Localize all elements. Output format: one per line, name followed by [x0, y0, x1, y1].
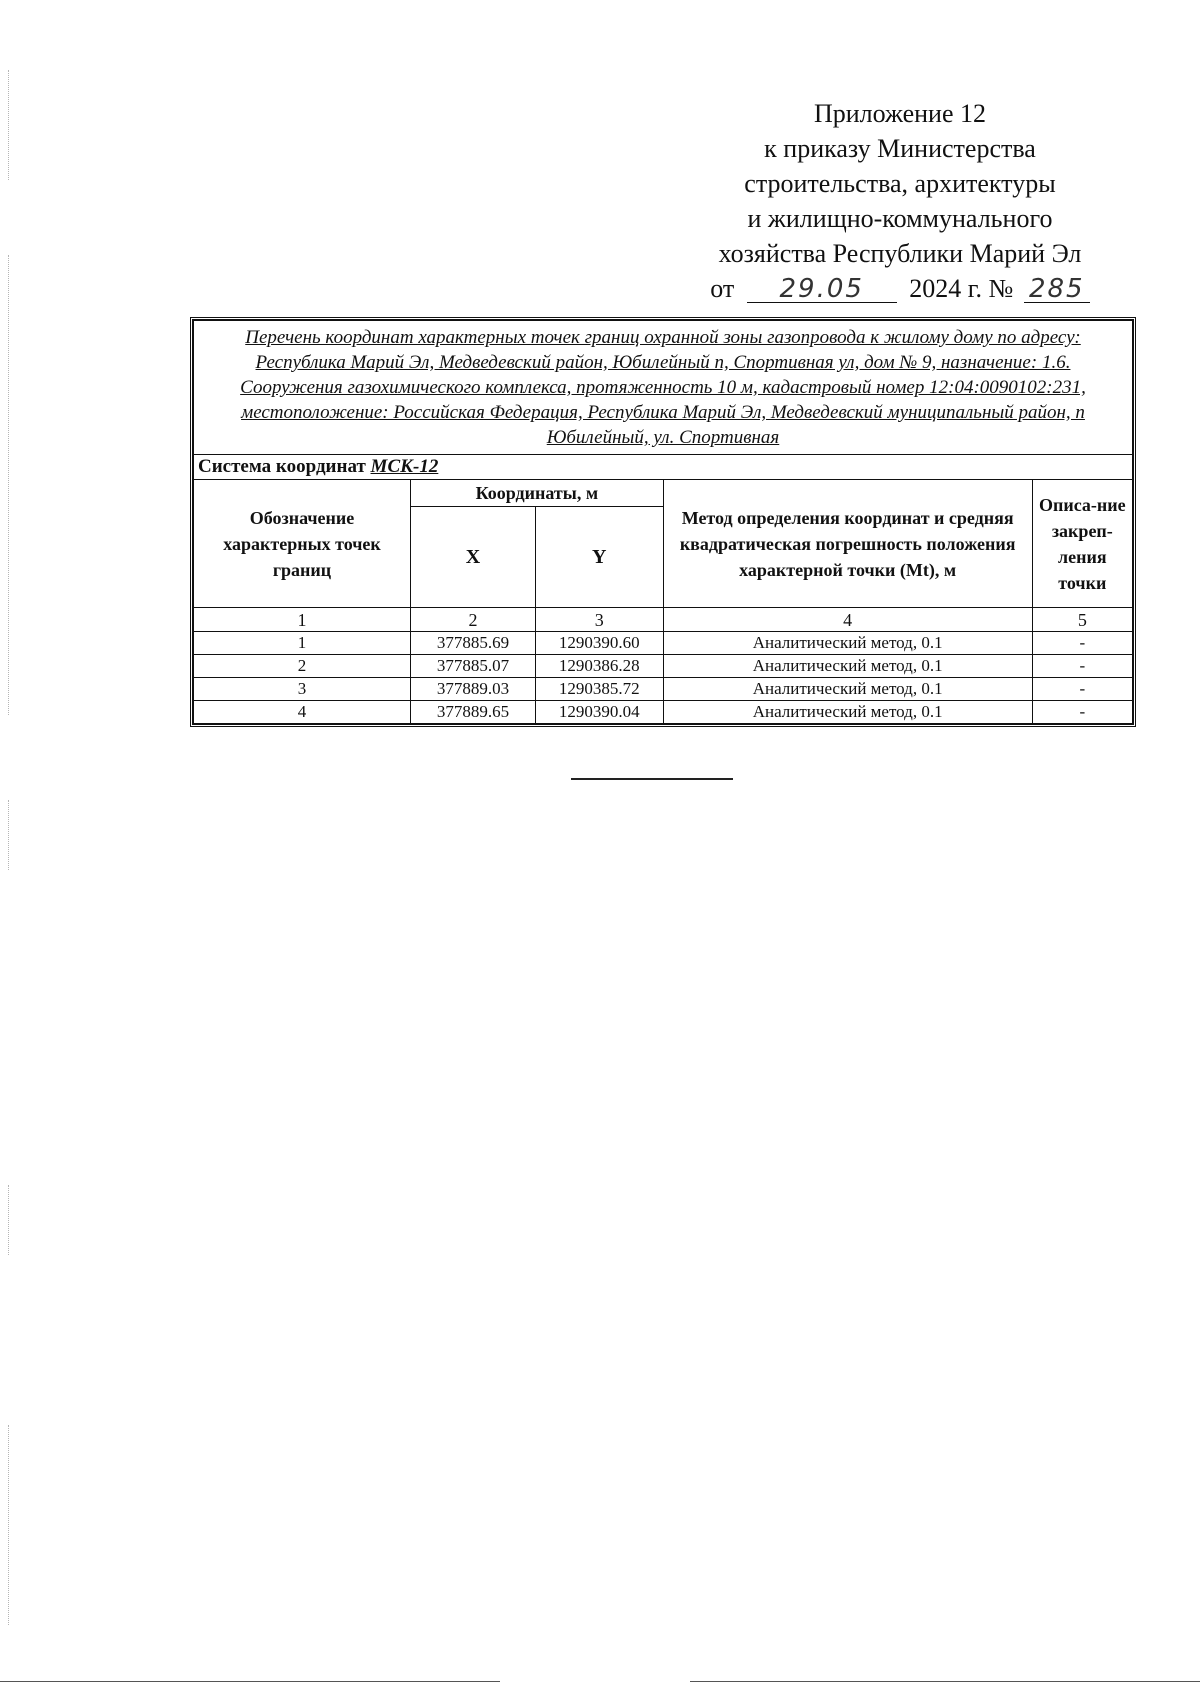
- y-value: 1290390.04: [535, 701, 663, 725]
- scan-edge-mark: [8, 1425, 10, 1625]
- header-line: хозяйства Республики Марий Эл: [718, 239, 1082, 268]
- point-id: 1: [193, 632, 411, 655]
- column-number: 5: [1032, 608, 1133, 632]
- column-number: 1: [193, 608, 411, 632]
- x-value: 377885.07: [411, 655, 536, 678]
- header-coordinates: Координаты, м: [411, 480, 664, 507]
- header-method: Метод определения координат и средняя квадратическая погрешность положения характерной точки (Mt), м: [663, 480, 1032, 608]
- coordinate-system-label: Система координат: [198, 456, 366, 477]
- end-of-document-line: [571, 778, 733, 780]
- header-description: Описа-ние закреп-ления точки: [1032, 480, 1133, 608]
- header-line: строительства, архитектуры: [744, 169, 1056, 198]
- table-row: [193, 678, 1133, 701]
- table-caption: Перечень координат характерных точек границ охранной зоны газопровода к жилому дому по адресу: Республика Марий Эл, Медведевский район, Юбилейный п, Спортивная ул, дом № 9, назначение: 1.6. Сооружения газохимического комплекса, протяженность 10 м, кадастровый номер 12:04:0090102:231, местоположение: Российская Федерация, Республика Марий Эл, Медведевский муниципальный район, п Юбилейный, ул. Спортивная: [193, 320, 1133, 455]
- coordinate-system-row: [193, 455, 1133, 480]
- x-value: 377889.65: [411, 701, 536, 725]
- header-line: к приказу Министерства: [764, 134, 1036, 163]
- scan-edge-mark: [8, 255, 10, 715]
- method-value: Аналитический метод, 0.1: [663, 701, 1032, 725]
- scan-edge-mark: [8, 70, 10, 180]
- header-x: X: [411, 507, 536, 608]
- year-text: 2024 г. №: [909, 274, 1014, 303]
- x-value: 377885.69: [411, 632, 536, 655]
- scan-edge-mark: [8, 1185, 10, 1255]
- column-number: 4: [663, 608, 1032, 632]
- scan-bottom-line: [0, 1681, 500, 1683]
- y-value: 1290390.60: [535, 632, 663, 655]
- description-value: -: [1032, 678, 1133, 701]
- description-value: -: [1032, 655, 1133, 678]
- scan-edge-mark: [8, 800, 10, 870]
- coordinate-system-value: МСК-12: [370, 456, 439, 477]
- appendix-header: [680, 96, 1120, 306]
- column-number: 3: [535, 608, 663, 632]
- table-row: [193, 701, 1133, 725]
- y-value: 1290385.72: [535, 678, 663, 701]
- table-row: [193, 632, 1133, 655]
- table-row: [193, 655, 1133, 678]
- method-value: Аналитический метод, 0.1: [663, 678, 1032, 701]
- column-number: 2: [411, 608, 536, 632]
- order-date-line: [680, 271, 1120, 306]
- method-value: Аналитический метод, 0.1: [663, 632, 1032, 655]
- scan-bottom-line: [690, 1681, 1200, 1683]
- handwritten-date: 29.05: [747, 276, 897, 303]
- point-id: 4: [193, 701, 411, 725]
- column-number-row: [193, 608, 1133, 632]
- header-y: Y: [535, 507, 663, 608]
- description-value: -: [1032, 701, 1133, 725]
- point-id: 3: [193, 678, 411, 701]
- header-point-designation: Обозначение характерных точек границ: [193, 480, 411, 608]
- description-value: -: [1032, 632, 1133, 655]
- handwritten-order-number: 285: [1024, 276, 1090, 303]
- point-id: 2: [193, 655, 411, 678]
- header-line: Приложение 12: [813, 99, 987, 128]
- coordinates-table: [192, 319, 1134, 725]
- date-prefix: от: [710, 274, 735, 303]
- y-value: 1290386.28: [535, 655, 663, 678]
- method-value: Аналитический метод, 0.1: [663, 655, 1032, 678]
- header-line: и жилищно-коммунального: [747, 204, 1053, 233]
- x-value: 377889.03: [411, 678, 536, 701]
